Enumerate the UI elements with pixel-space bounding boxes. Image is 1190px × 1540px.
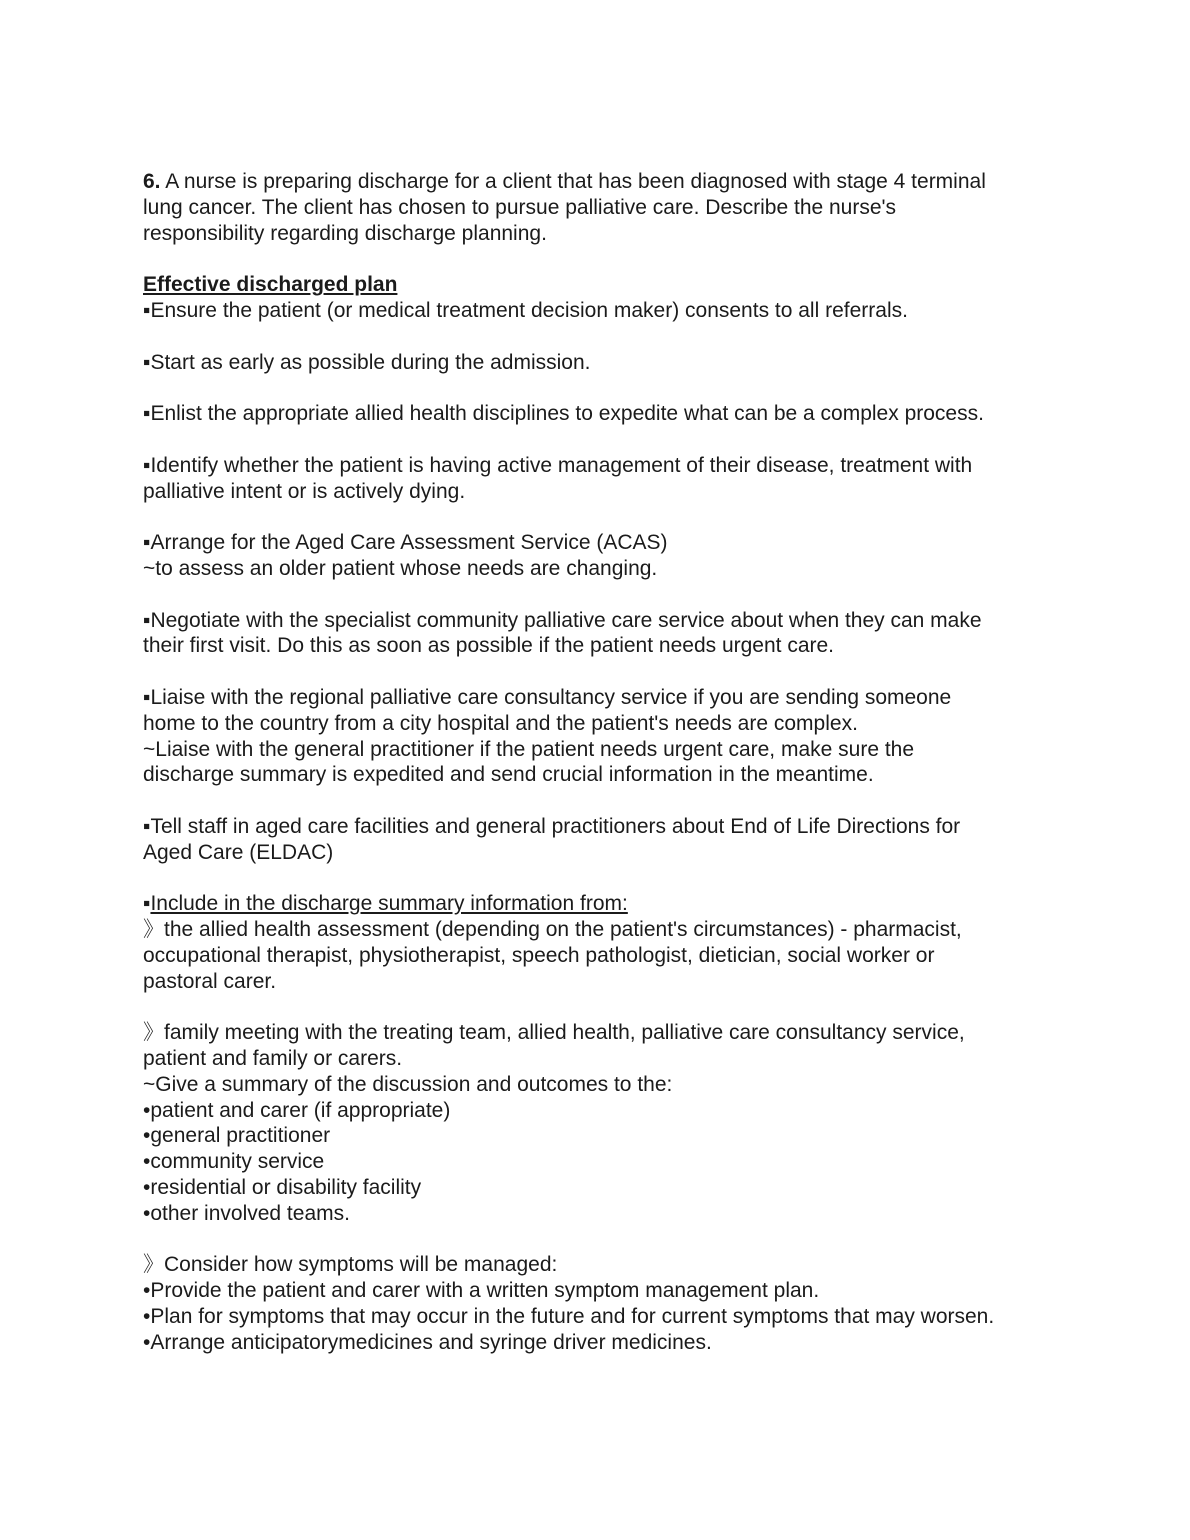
question-line-3: responsibility regarding discharge planning.	[143, 221, 547, 245]
list-item: •Plan for symptoms that may occur in the future and for current symptoms that may worsen.	[143, 1305, 995, 1329]
item-family-meeting: 》family meeting with the treating team, allied health, palliative care consultancy service, patient and family or carers. ~Give a summary of the discussion and outcomes to the: •patient and carer (if appropriate) •general practitioner •community service •residential or disability facility •other involved teams.	[143, 1020, 1063, 1226]
question-line-1: 6. A nurse is preparing discharge for a client that has been diagnosed with stage 4 terminal	[143, 170, 986, 193]
list-item: •community service	[143, 1150, 325, 1174]
list-item: •patient and carer (if appropriate)	[143, 1098, 451, 1122]
list-item: •Arrange anticipatorymedicines and syringe driver medicines.	[143, 1330, 712, 1354]
item-liaise: ▪Liaise with the regional palliative care consultancy service if you are sending someone home to the country from a city hospital and the patient's needs are complex. ~Liaise with the general practitioner if the patient needs urgent care, make sure the discharge summary is expedited and send crucial information in the meantime.	[143, 685, 952, 787]
item-consent: ▪Ensure the patient (or medical treatment decision maker) consents to all referrals.	[143, 298, 908, 322]
question-line-2: lung cancer. The client has chosen to pursue palliative care. Describe the nurse's	[143, 195, 897, 219]
item-allied-health: ▪Enlist the appropriate allied health disciplines to expedite what can be a complex process.	[143, 402, 984, 426]
item-symptoms: 》Consider how symptoms will be managed: •Provide the patient and carer with a written symptom management plan. •Plan for symptoms that may occur in the future and for current symptoms that may worsen. •Arrange anticipatorymedicines and syringe driver medicines.	[143, 1252, 1063, 1355]
list-item: •general practitioner	[143, 1124, 331, 1148]
discharge-summary-heading: ▪Include in the discharge summary information from:	[143, 892, 628, 916]
question-paragraph	[143, 169, 1063, 246]
item-negotiate: ▪Negotiate with the specialist community palliative care service about when they can make their first visit. Do this as soon as possible if the patient needs urgent care.	[143, 608, 982, 658]
item-start-early: ▪Start as early as possible during the admission.	[143, 350, 591, 374]
item-acas: ▪Arrange for the Aged Care Assessment Service (ACAS) ~to assess an older patient whose needs are changing.	[143, 531, 668, 580]
plan-section	[143, 272, 1063, 324]
list-item: •residential or disability facility	[143, 1176, 422, 1200]
list-item: •other involved teams.	[143, 1201, 350, 1225]
section-heading: Effective discharged plan	[143, 273, 398, 297]
list-item: •Provide the patient and carer with a written symptom management plan.	[143, 1279, 820, 1303]
item-identify-management: ▪Identify whether the patient is having active management of their disease, treatment with palliative intent or is actively dying.	[143, 453, 973, 503]
question-number: 6.	[143, 170, 161, 193]
item-eldac: ▪Tell staff in aged care facilities and general practitioners about End of Life Directions for Aged Care (ELDAC)	[143, 814, 961, 864]
document-page	[143, 169, 1063, 1356]
item-discharge-summary: ▪Include in the discharge summary information from: 》the allied health assessment (depending on the patient's circumstances) - pharmacist, occupational therapist, physiotherapist, speech pathologist, dietician, social worker or pastoral carer.	[143, 891, 1063, 994]
